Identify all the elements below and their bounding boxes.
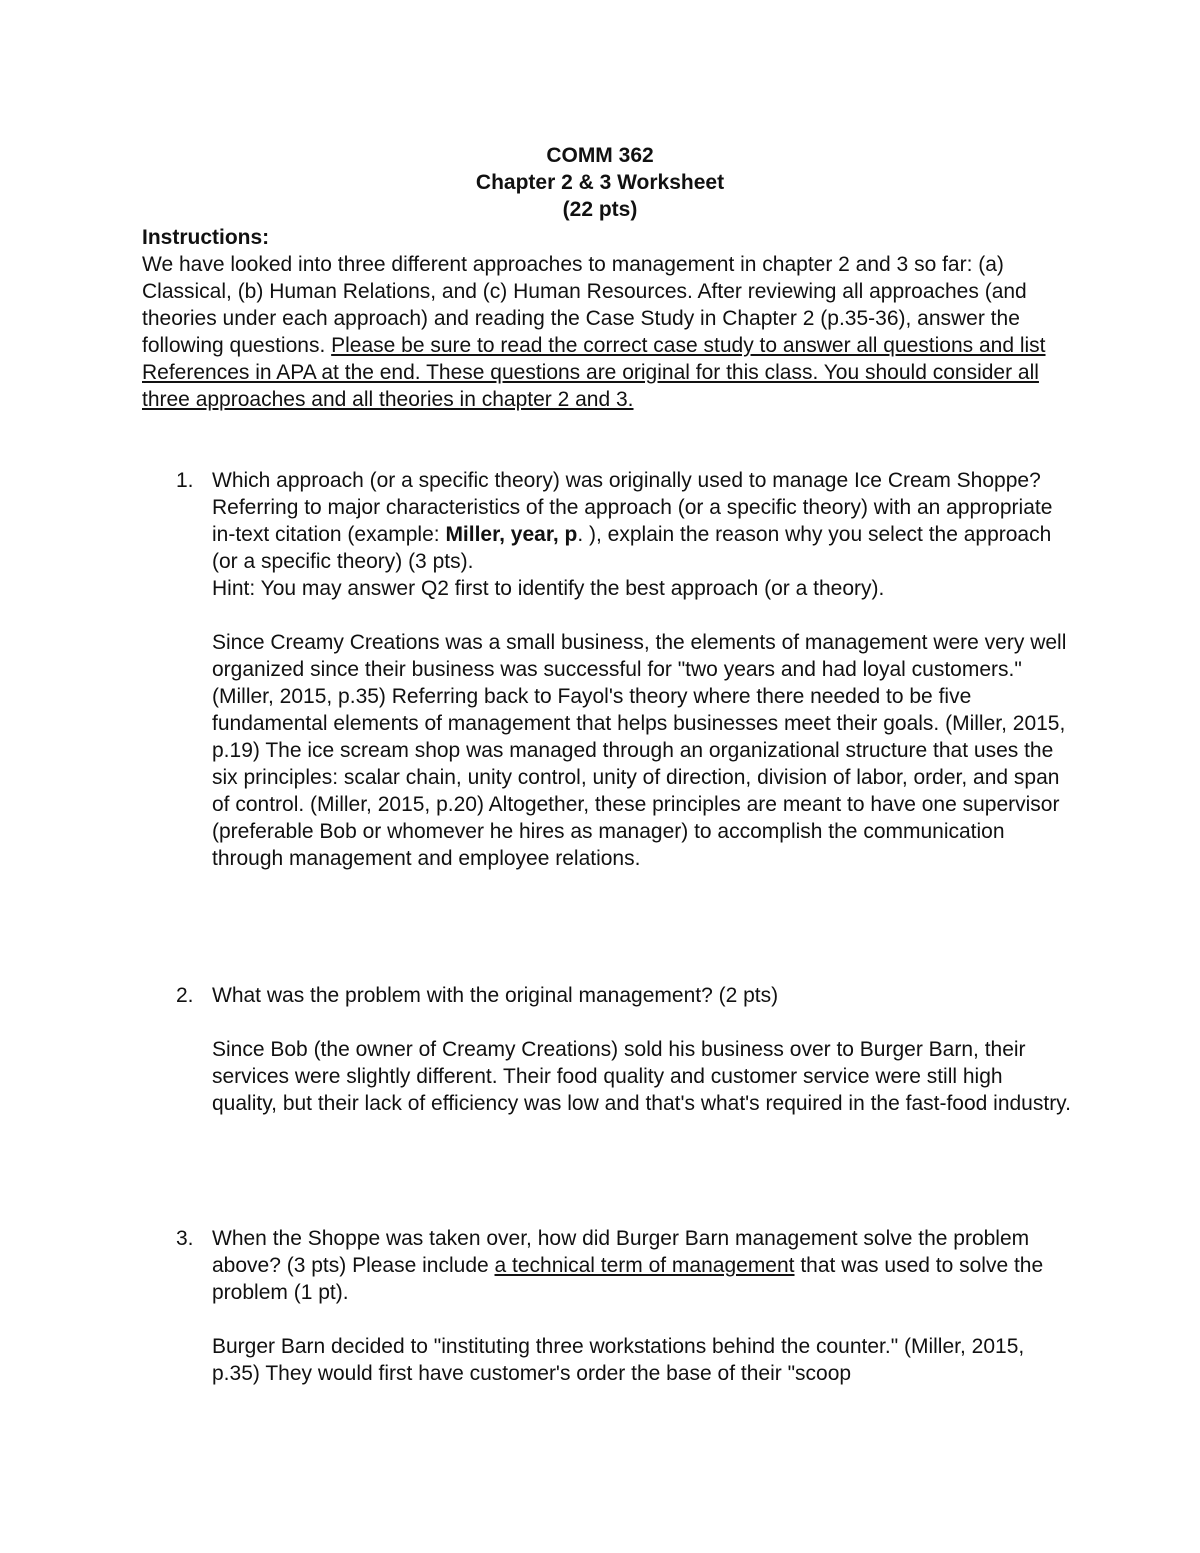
question-2 bbox=[142, 982, 1072, 1117]
question-hint: Hint: You may answer Q2 first to identify the best approach (or a theory). bbox=[212, 577, 885, 600]
question-1 bbox=[142, 467, 1072, 872]
question-prompt-text: Which approach (or a specific theory) was originally used to manage Ice Cream Shoppe? Referring to major characteristics of the approach (or a specific theory) with an appropriate in-text citation (example: bbox=[212, 469, 1053, 546]
question-3 bbox=[142, 1225, 1072, 1387]
question-number: 1. bbox=[176, 469, 194, 492]
question-prompt-text: that was used to solve the problem (1 pt). bbox=[212, 1254, 1044, 1304]
instructions-underlined-text: Please be sure to read the correct case study to answer all questions and list References in APA at the end. These questions are original for this class. You should consider all three approaches and all theories in chapter 2 and 3. bbox=[142, 334, 1046, 411]
question-prompt-text: When the Shoppe was taken over, how did Burger Barn management solve the problem above? (3 pts) Please include bbox=[212, 1227, 1030, 1277]
answer-text: Since Bob (the owner of Creamy Creations) sold his business over to Burger Barn, their services were slightly different. Their food quality and customer service were still high quality, but their lack of efficiency was low and that's what's required in the fast-food industry. bbox=[212, 1038, 1071, 1115]
instructions-plain-text: We have looked into three different approaches to management in chapter 2 and 3 so far: (a) Classical, (b) Human Relations, and (c) Human Resources. After reviewing all approaches (and theories under each approach) and reading the Case Study in Chapter 2 (p.35-36), answer the following questions. bbox=[142, 253, 1027, 357]
citation-example: Miller, year, p bbox=[445, 523, 578, 546]
question-number: 3. bbox=[176, 1227, 194, 1250]
answer-text: Since Creamy Creations was a small business, the elements of management were very well organized since their business was successful for "two years and had loyal customers." (Miller, 2015, p.35) Referring back to Fayol's theory where there needed to be five fundamental elements of management that helps businesses meet their goals. (Miller, 2015, p.19) The ice scream shop was managed through an organizational structure that uses the six principles: scalar chain, unity control, unity of direction, division of labor, order, and span of control. (Miller, 2015, p.20) Altogether, these principles are meant to have one supervisor (preferable Bob or whomever he hires as manager) to accomplish the communication through management and employee relations. bbox=[212, 631, 1067, 870]
instructions-block bbox=[142, 224, 1072, 413]
answer-text: Burger Barn decided to "instituting three workstations behind the counter." (Miller, 2015, p.35) They would first have customer's order the base of their "scoop bbox=[212, 1335, 1025, 1385]
question-prompt: What was the problem with the original management? (2 pts) bbox=[212, 984, 779, 1007]
question-prompt-text: . ), explain the reason why you select the approach (or a specific theory) (3 pts). bbox=[212, 523, 1052, 573]
question-number: 2. bbox=[176, 984, 194, 1007]
document-header bbox=[0, 142, 1200, 223]
total-points: (22 pts) bbox=[562, 198, 638, 221]
worksheet-title: Chapter 2 & 3 Worksheet bbox=[475, 171, 725, 194]
course-code: COMM 362 bbox=[546, 144, 654, 167]
question-prompt bbox=[212, 467, 1072, 575]
instructions-text bbox=[142, 251, 1072, 413]
instructions-label: Instructions: bbox=[142, 226, 270, 249]
technical-term-phrase: a technical term of management bbox=[494, 1254, 795, 1277]
question-prompt bbox=[212, 1225, 1072, 1306]
